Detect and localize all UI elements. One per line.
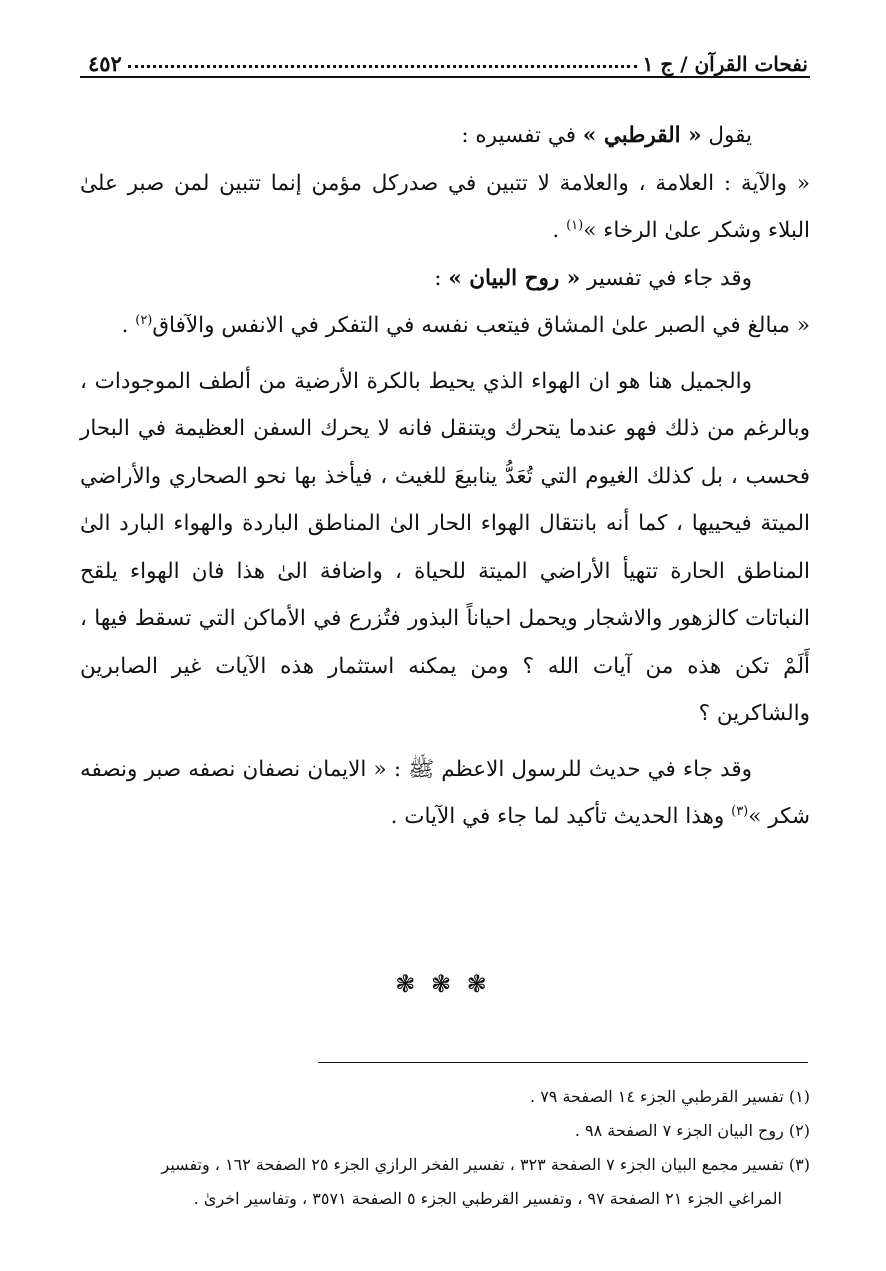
main-text	[80, 112, 810, 841]
hadith-end: وهذا الحديث تأكيد لما جاء في الآيات .	[390, 804, 732, 829]
footnote-2: (٢) روح البيان الجزء ٧ الصفحة ٩٨ .	[574, 1121, 810, 1140]
intro-qurtubi	[80, 112, 810, 160]
footnote-3-line-1: (٣) تفسير مجمع البيان الجزء ٧ الصفحة ٣٢٣ ، تفسير الفخر الرازي الجزء ٢٥ الصفحة ١٦٢ ، وتفسير	[161, 1155, 810, 1174]
intro-ruh-albayan	[80, 255, 810, 303]
page-number: ٤٥٢	[88, 51, 122, 76]
source-ruh-albayan: « روح البيان »	[448, 265, 581, 291]
running-header	[80, 30, 810, 78]
section-separator: ❃ ❃ ❃	[395, 970, 491, 998]
paragraph-wind: والجميل هنا هو ان الهواء الذي يحيط بالكرة الأرضية من ألطف الموجودات ، وبالرغم من ذلك فهو عندما يتحرك ويتنقل فانه لا يحرك السفن العظيمة في البحار فحسب ، بل كذلك الغيوم التي تُعَدُّ ينابيعَ للغيث ، فيأخذ بها نحو الصحاري والأراضي الميتة فيحييها ، كما أنه بانتقال الهواء الحار الىٰ المناطق الباردة والهواء البارد الىٰ المناطق الحارة تتهيأ الأراضي الميتة للحياة ، واضافة الىٰ هذا فان الهواء يلقح النباتات كالزهور والاشجار ويحمل احياناً البذور فتُزرع في الأماكن التي تسقط فيها ، أَلَمْ تكن هذه من آيات الله ؟ ومن يمكنه استثمار هذه الآيات غير الصابرين والشاكرين ؟	[80, 368, 810, 726]
quote-qurtubi	[80, 160, 810, 255]
intro-qurtubi-pre: يقول	[701, 123, 752, 148]
source-qurtubi: « القرطبي »	[582, 123, 702, 148]
intro-ruh-pre: وقد جاء في تفسير	[580, 265, 752, 291]
footnotes	[80, 1080, 810, 1216]
quote-qurtubi-text: « والآية : العلامة ، والعلامة لا تتبين في صدركل مؤمن إنما تتبين لمن صبر علىٰ البلاء وشكر علىٰ الرخاء »	[80, 170, 810, 243]
footnote-ref-2: (٢)	[135, 312, 153, 328]
footnote-ref-3: (٣)	[731, 803, 749, 819]
quote-ruh-text: « مبالغ في الصبر علىٰ المشاق فيتعب نفسه في التفكر في الانفس والآفاق	[152, 313, 810, 338]
quote-ruh-albayan	[80, 302, 810, 350]
footnote-divider	[318, 1062, 808, 1063]
hadith-text: وقد جاء في حديث للرسول الاعظم ﷺ : « الايمان نصفان نصفه صبر ونصفه شكر »	[80, 756, 810, 829]
book-page	[80, 30, 810, 841]
intro-ruh-post: :	[434, 265, 449, 291]
header-dot-leader	[128, 64, 637, 68]
quote-qurtubi-end: .	[552, 218, 567, 243]
intro-qurtubi-post: في تفسيره :	[461, 123, 583, 148]
footnote-1: (١) تفسير القرطبي الجزء ١٤ الصفحة ٧٩ .	[530, 1087, 810, 1106]
footnote-ref-1: (١)	[566, 217, 584, 233]
paragraph-hadith	[80, 746, 810, 841]
header-title: نفحات القرآن / ج ١	[642, 52, 808, 76]
footnote-3-line-2: المراغي الجزء ٢١ الصفحة ٩٧ ، وتفسير القرطبي الجزء ٥ الصفحة ٣٥٧١ ، وتفاسير اخرىٰ .	[193, 1189, 782, 1208]
quote-ruh-end: .	[121, 313, 136, 338]
